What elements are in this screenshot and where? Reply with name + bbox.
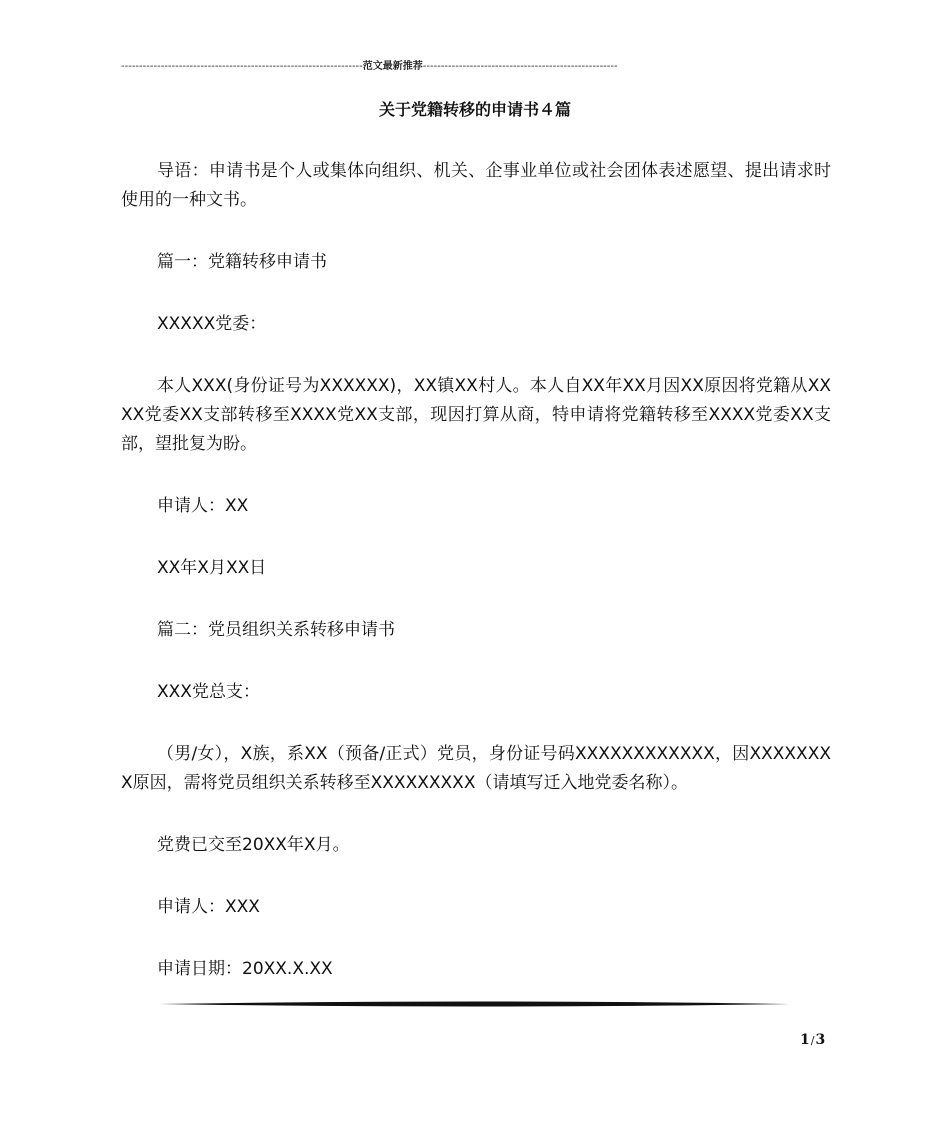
document-title: 关于党籍转移的申请书４篇 [378, 100, 571, 119]
addressee-two: XXX党总支： [157, 682, 260, 702]
intro-paragraph: 导语：申请书是个人或集体向组织、机关、企事业单位或社会团体表述愿望、提出请求时使用的一种文书。 [121, 161, 831, 210]
body-paragraph-two: （男/女），X族，系XX（预备/正式）党员，身份证号码XXXXXXXXXXXX，因XXXXXXXX原因，需将党员组织关系转移至XXXXXXXXX（请填写迁入地党委名称）。 [121, 744, 831, 793]
page-current: 1 [800, 1032, 810, 1048]
applicant-two: 申请人：XXX [157, 897, 260, 917]
page-number [800, 1030, 825, 1051]
date-two: 申请日期：20XX.X.XX [157, 959, 333, 979]
header-label: 范文最新推荐 [362, 61, 423, 72]
body-paragraph-one: 本人XXX(身份证号为XXXXXX)，XX镇XX村人。本人自XX年XX月因XX原因将党籍从XXXX党委XX支部转移至XXXX党XX支部，现因打算从商，特申请将党籍转移至XXXX党委XX支部，望批复为盼。 [121, 376, 831, 454]
applicant-one: 申请人：XX [157, 496, 249, 516]
page-total: 3 [815, 1032, 826, 1048]
addressee-one: XXXXX党委： [157, 314, 267, 334]
section-heading-one: 篇一：党籍转移申请书 [157, 252, 327, 272]
page-header [121, 60, 666, 74]
page-separator: / [810, 1034, 815, 1047]
header-dashes-left: ------------------------------------------------------------------- [121, 61, 363, 72]
section-heading-two: 篇二：党员组织关系转移申请书 [157, 620, 395, 640]
header-dashes-right: ------------------------------------------------------ [422, 61, 618, 72]
date-one: XX年X月XX日 [157, 558, 267, 578]
footer-divider [160, 996, 790, 1012]
fee-paragraph: 党费已交至20XX年X月。 [157, 835, 350, 855]
